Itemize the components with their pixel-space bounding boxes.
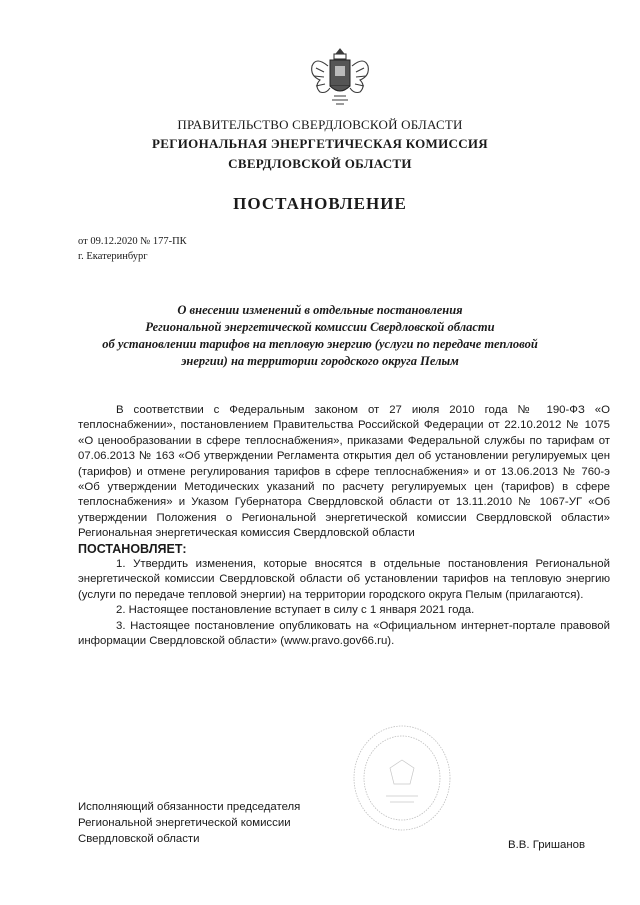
government-header: ПРАВИТЕЛЬСТВО СВЕРДЛОВСКОЙ ОБЛАСТИ [177,117,463,132]
coat-of-arms-emblem [306,46,374,110]
decree-item-2: 2. Настоящее постановление вступает в силу с 1 января 2021 года. [116,604,475,617]
region-header: СВЕРДЛОВСКОЙ ОБЛАСТИ [228,156,412,171]
signatory-position [78,799,300,847]
decree-item-3: 3. Настоящее постановление опубликовать на «Официальном интернет-портале правовой информации Свердловской области» (www.pravo.gov66.ru). [78,619,610,648]
document-subject-title [70,302,570,370]
signatory-position-line: Свердловской области [78,833,200,845]
commission-header: РЕГИОНАЛЬНАЯ ЭНЕРГЕТИЧЕСКАЯ КОМИССИЯ [151,136,488,151]
subject-title-line: энергии) на территории городского округа Пелым [181,354,459,368]
document-city: г. Екатеринбург [78,251,148,262]
preamble-paragraph: В соответствии с Федеральным законом от 27 июля 2010 года № 190-ФЗ «О теплоснабжении», постановлением Правительства Российской Федерации от 22.10.2012 № 1075 «О ценообразовании в сфере теплоснабжения», приказами Федеральной службы по тарифам от 07.06.2013 № 163 «Об утверждении Регламента открытия дел об установлении регулируемых цен (тарифов) и отмене регулирования тарифов в сфере теплоснабжения» и от 13.06.2013 № 760-э «Об утверждении Методических указаний по расчету регулируемых цен (тарифов) в сфере теплоснабжения» и Указом Губернатора Свердловской области от 13.11.2010 № 1067-УГ «Об утверждении Положения о Региональной энергетической комиссии Свердловской области» Региональная энергетическая комиссия Свердловской области [78,404,610,540]
document-date-number: от 09.12.2020 № 177-ПК [78,236,187,247]
decree-word: ПОСТАНОВЛЯЕТ: [78,541,187,556]
signatory-position-line: Исполняющий обязанности председателя [78,801,301,813]
signatory-name: В.В. Гришанов [508,839,586,851]
decree-item-1: 1. Утвердить изменения, которые вносятся в отдельные постановления Региональной энергетической комиссии Свердловской области об установлении тарифов на тепловую энергию (услуги по передаче тепловой энергии) на территории городского округа Пелым (прилагаются). [78,558,610,601]
signatory-position-line: Региональной энергетической комиссии [78,817,291,829]
subject-title-line: О внесении изменений в отдельные постановления [177,303,463,317]
subject-title-line: об установлении тарифов на тепловую энергию (услуги по передаче тепловой [102,337,538,351]
document-type-title: ПОСТАНОВЛЕНИЕ [233,194,407,213]
document-body [78,403,610,650]
subject-title-line: Региональной энергетической комиссии Свердловской области [145,320,495,334]
official-seal-stamp [350,722,454,834]
